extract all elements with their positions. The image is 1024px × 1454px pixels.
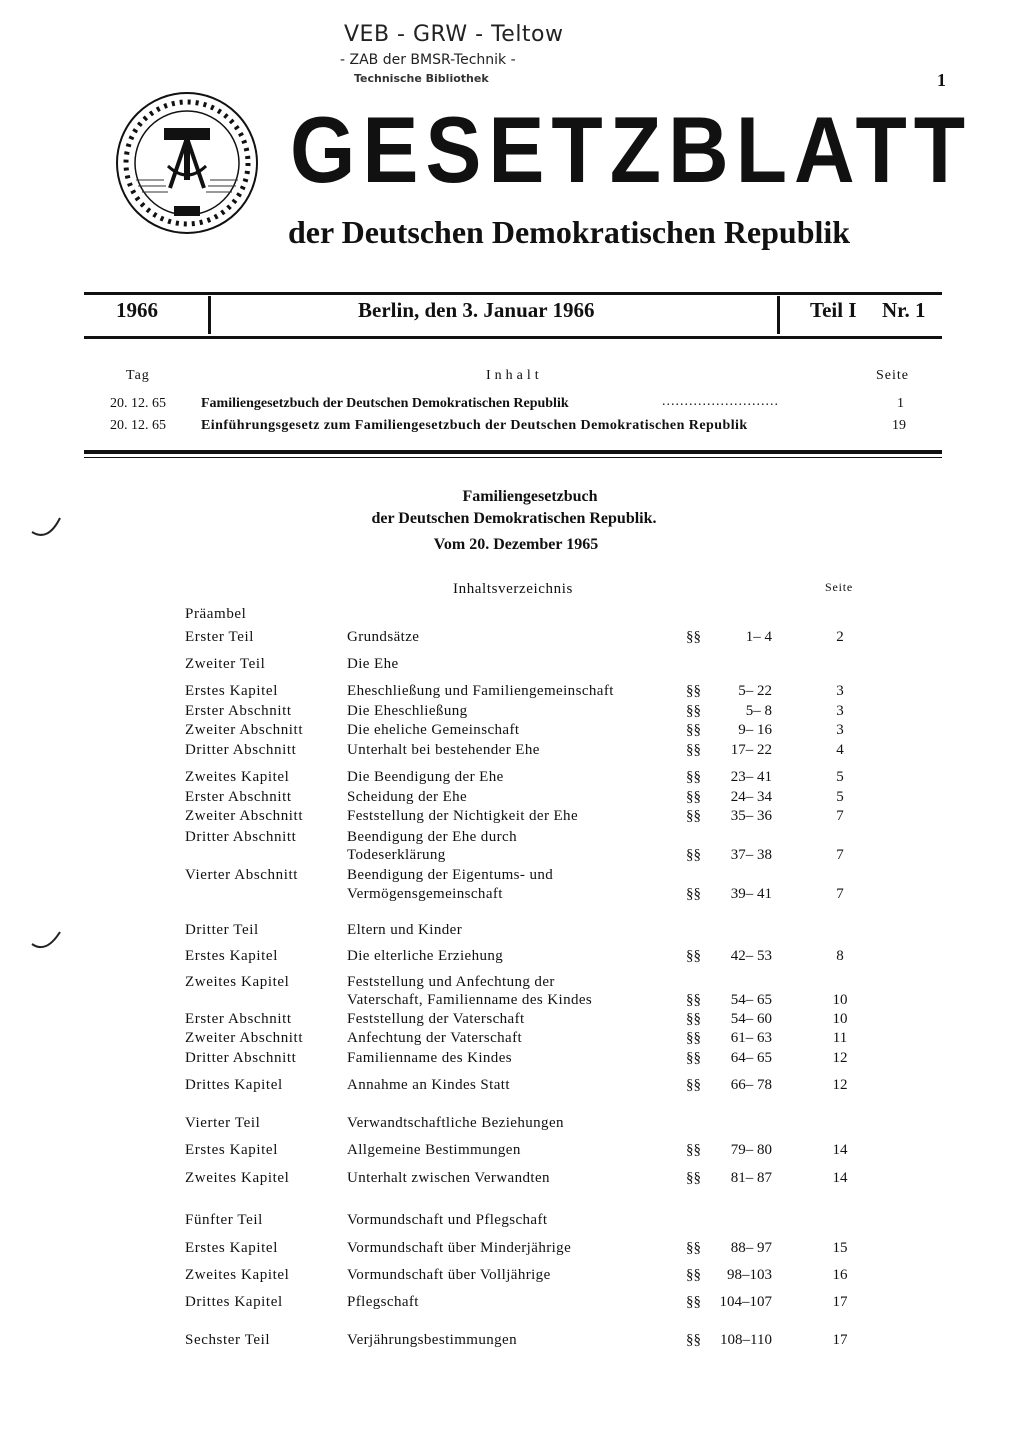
paragraph-numbers: 81– 87: [730, 1170, 772, 1186]
paragraph-numbers: 66– 78: [730, 1077, 772, 1093]
contents-row-page: 19: [892, 418, 906, 433]
paragraph-numbers: 39– 41: [730, 886, 772, 902]
toc-division-label: Erstes Kapitel: [185, 1240, 278, 1256]
paragraph-numbers: 108–110: [720, 1332, 772, 1348]
header-rule-bottom: [84, 336, 942, 339]
toc-entry-title[interactable]: Unterhalt bei bestehender Ehe: [347, 742, 540, 758]
toc-page-number: 4: [836, 742, 844, 758]
paragraph-numbers: 9– 16: [738, 722, 772, 738]
toc-entry-title[interactable]: Annahme an Kindes Statt: [347, 1077, 510, 1093]
paragraph-numbers: 35– 36: [730, 808, 772, 824]
toc-page-number: 7: [836, 808, 844, 824]
section-sign: §§: [686, 1267, 701, 1283]
toc-division-label: Zweiter Abschnitt: [185, 722, 304, 738]
toc-page-number: 15: [832, 1240, 848, 1256]
section-sign: §§: [686, 886, 701, 902]
toc-entry-title[interactable]: Verwandtschaftliche Beziehungen: [347, 1115, 564, 1131]
law-date: Vom 20. Dezember 1965: [433, 536, 599, 553]
toc-page-header: Seite: [825, 580, 853, 594]
contents-row-leader: ..........................: [662, 394, 779, 409]
paragraph-numbers: 61– 63: [730, 1030, 772, 1046]
toc-page-number: 12: [832, 1050, 848, 1066]
toc-entry-title[interactable]: Vaterschaft, Familienname des Kindes: [347, 992, 593, 1008]
section-sign: §§: [686, 948, 701, 964]
state-emblem-icon: [112, 88, 262, 238]
toc-division-label: Erster Abschnitt: [185, 789, 292, 805]
paragraph-numbers: 24– 34: [730, 789, 772, 805]
paragraph-numbers: 5– 8: [745, 703, 772, 719]
paragraph-numbers: 64– 65: [730, 1050, 772, 1066]
toc-entry-title[interactable]: Verjährungsbestimmungen: [347, 1332, 518, 1348]
toc-division-label: Dritter Teil: [185, 922, 259, 938]
toc-division-label: Zweiter Abschnitt: [185, 808, 304, 824]
section-sign: §§: [686, 808, 701, 824]
toc-division-label: Zweites Kapitel: [185, 769, 290, 785]
toc-entry-title[interactable]: Feststellung der Vaterschaft: [347, 1011, 525, 1027]
header-rule-top: [84, 292, 942, 295]
toc-entry-title[interactable]: Die eheliche Gemeinschaft: [347, 722, 520, 738]
toc-division-label: Erstes Kapitel: [185, 683, 278, 699]
toc-entry-title[interactable]: Vermögensgemeinschaft: [347, 886, 503, 902]
toc-entry-title[interactable]: Eltern und Kinder: [347, 922, 463, 938]
issue-place-date: Berlin, den 3. Januar 1966: [358, 298, 595, 322]
toc-entry-title[interactable]: Familienname des Kindes: [347, 1050, 513, 1066]
toc-division-label: Präambel: [185, 606, 247, 622]
toc-page-number: 3: [836, 703, 844, 719]
toc-entry-title[interactable]: Vormundschaft über Minderjährige: [347, 1240, 572, 1256]
toc-division-label: Drittes Kapitel: [185, 1077, 283, 1093]
paragraph-numbers: 98–103: [727, 1267, 772, 1283]
toc-division-label: Dritter Abschnitt: [185, 1050, 297, 1066]
section-sign: §§: [686, 1050, 701, 1066]
section-sign: §§: [686, 992, 701, 1008]
toc-entry-title[interactable]: Grundsätze: [347, 629, 420, 645]
law-title-line-2: der Deutschen Demokratischen Republik.: [371, 510, 657, 527]
toc-division-label: Vierter Teil: [185, 1115, 261, 1131]
toc-entry-title[interactable]: Todeserklärung: [347, 847, 446, 863]
toc-page-number: 2: [836, 629, 844, 645]
section-sign: §§: [686, 1294, 701, 1310]
header-divider-2: [777, 296, 780, 334]
toc-entry-title[interactable]: Pflegschaft: [347, 1294, 419, 1310]
toc-division-label: Erster Teil: [185, 629, 255, 645]
section-sign: §§: [686, 1030, 701, 1046]
paragraph-numbers: 23– 41: [730, 769, 772, 785]
toc-entry-title[interactable]: Die elterliche Erziehung: [347, 948, 504, 964]
library-stamp-line-1: VEB - GRW - Teltow: [344, 22, 564, 47]
section-sign: §§: [686, 1142, 701, 1158]
toc-page-number: 12: [832, 1077, 848, 1093]
paragraph-numbers: 1– 4: [745, 629, 772, 645]
section-sign: §§: [686, 703, 701, 719]
toc-entry-title[interactable]: Scheidung der Ehe: [347, 789, 468, 805]
toc-page-number: 14: [832, 1142, 848, 1158]
toc-entry-title[interactable]: Feststellung der Nichtigkeit der Ehe: [347, 808, 579, 824]
masthead-title: GESETZBLATT: [290, 97, 973, 203]
section-sign: §§: [686, 722, 701, 738]
section-sign: §§: [686, 769, 701, 785]
toc-division-label: Erster Abschnitt: [185, 1011, 292, 1027]
contents-page-header: Seite: [876, 368, 909, 383]
section-sign: §§: [686, 629, 701, 645]
masthead-subtitle: der Deutschen Demokratischen Republik: [288, 214, 851, 250]
toc-page-number: 17: [832, 1294, 848, 1310]
section-sign: §§: [686, 1077, 701, 1093]
toc-page-number: 16: [832, 1267, 848, 1283]
contents-rule-thin: [84, 457, 942, 458]
issue-year: 1966: [116, 298, 158, 322]
paragraph-numbers: 54– 60: [730, 1011, 772, 1027]
toc-division-label: Dritter Abschnitt: [185, 829, 297, 845]
toc-entry-title[interactable]: Beendigung der Eigentums- und: [347, 867, 554, 883]
law-title-line-1: Familiengesetzbuch: [462, 488, 598, 505]
section-sign: §§: [686, 1240, 701, 1256]
toc-division-label: Sechster Teil: [185, 1332, 271, 1348]
margin-pencil-mark: [30, 930, 66, 958]
toc-entry-title[interactable]: Vormundschaft über Volljährige: [347, 1267, 551, 1283]
section-sign: §§: [686, 1170, 701, 1186]
paragraph-numbers: 37– 38: [730, 847, 772, 863]
toc-page-number: 11: [832, 1030, 848, 1046]
toc-page-number: 10: [832, 992, 848, 1008]
contents-row-date: 20. 12. 65: [110, 418, 166, 433]
toc-entry-title[interactable]: Unterhalt zwischen Verwandten: [347, 1170, 550, 1186]
section-sign: §§: [686, 683, 701, 699]
issue-number: Nr. 1: [882, 298, 926, 322]
toc-entry-title[interactable]: Allgemeine Bestimmungen: [347, 1142, 521, 1158]
library-stamp-line-2: - ZAB der BMSR-Technik -: [340, 52, 516, 68]
toc-entry-title[interactable]: Anfechtung der Vaterschaft: [347, 1030, 523, 1046]
toc-division-label: Erstes Kapitel: [185, 948, 278, 964]
toc-division-label: Zweiter Teil: [185, 656, 266, 672]
toc-entry-title[interactable]: Vormundschaft und Pflegschaft: [347, 1212, 548, 1228]
contents-row-title[interactable]: Familiengesetzbuch der Deutschen Demokratischen Republik: [201, 396, 569, 411]
toc-division-label: Drittes Kapitel: [185, 1294, 283, 1310]
toc-entry-title[interactable]: Die Beendigung der Ehe: [347, 769, 504, 785]
margin-pencil-mark: [30, 514, 66, 542]
toc-page-number: 14: [832, 1170, 848, 1186]
page-number: 1: [937, 70, 946, 90]
toc-heading: Inhaltsverzeichnis: [453, 581, 573, 597]
contents-row-title[interactable]: Einführungsgesetz zum Familiengesetzbuch der Deutschen Demokratischen Republik: [201, 418, 748, 433]
toc-division-label: Zweites Kapitel: [185, 974, 290, 990]
section-sign: §§: [686, 742, 701, 758]
contents-day-header: Tag: [126, 368, 150, 383]
contents-title-header: Inhalt: [486, 368, 543, 383]
toc-entry-title[interactable]: Eheschließung und Familiengemeinschaft: [347, 683, 614, 699]
toc-division-label: Fünfter Teil: [185, 1212, 263, 1228]
paragraph-numbers: 79– 80: [730, 1142, 772, 1158]
issue-part: Teil I: [810, 298, 857, 322]
contents-row-page: 1: [897, 396, 904, 411]
toc-page-number: 7: [836, 886, 844, 902]
toc-entry-title[interactable]: Die Eheschließung: [347, 703, 468, 719]
toc-page-number: 10: [832, 1011, 848, 1027]
toc-division-label: Erstes Kapitel: [185, 1142, 278, 1158]
paragraph-numbers: 5– 22: [738, 683, 772, 699]
section-sign: §§: [686, 789, 701, 805]
toc-page-number: 3: [836, 683, 844, 699]
section-sign: §§: [686, 847, 701, 863]
paragraph-numbers: 88– 97: [730, 1240, 772, 1256]
library-stamp-line-3: Technische Bibliothek: [354, 72, 489, 85]
paragraph-numbers: 54– 65: [730, 992, 772, 1008]
toc-division-label: Dritter Abschnitt: [185, 742, 297, 758]
toc-page-number: 3: [836, 722, 844, 738]
contents-rule-thick: [84, 450, 942, 454]
toc-division-label: Erster Abschnitt: [185, 703, 292, 719]
toc-page-number: 8: [836, 948, 844, 964]
paragraph-numbers: 17– 22: [730, 742, 772, 758]
toc-entry-title[interactable]: Die Ehe: [347, 656, 399, 672]
toc-page-number: 5: [836, 769, 844, 785]
header-divider-1: [208, 296, 211, 334]
contents-row-date: 20. 12. 65: [110, 396, 166, 411]
toc-page-number: 7: [836, 847, 844, 863]
section-sign: §§: [686, 1332, 701, 1348]
toc-division-label: Zweites Kapitel: [185, 1170, 290, 1186]
toc-division-label: Zweiter Abschnitt: [185, 1030, 304, 1046]
paragraph-numbers: 104–107: [719, 1294, 772, 1310]
toc-entry-title[interactable]: Feststellung und Anfechtung der: [347, 974, 555, 990]
toc-entry-title[interactable]: Beendigung der Ehe durch: [347, 829, 517, 845]
section-sign: §§: [686, 1011, 701, 1027]
toc-page-number: 17: [832, 1332, 848, 1348]
toc-division-label: Zweites Kapitel: [185, 1267, 290, 1283]
paragraph-numbers: 42– 53: [730, 948, 772, 964]
toc-division-label: Vierter Abschnitt: [185, 867, 299, 883]
toc-page-number: 5: [836, 789, 844, 805]
